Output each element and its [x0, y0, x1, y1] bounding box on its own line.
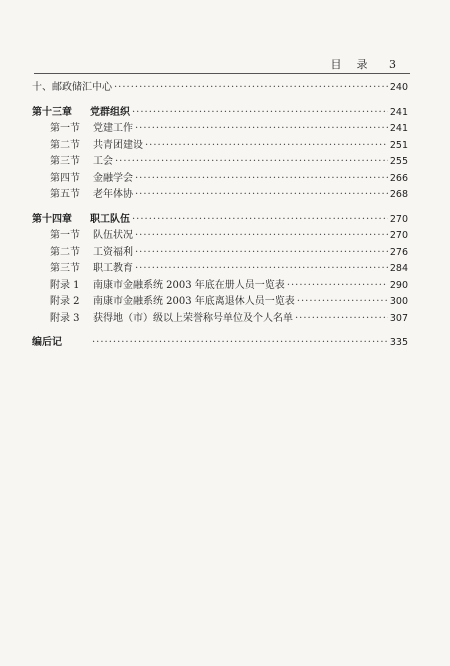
section-title: 共青团建设 [93, 139, 143, 151]
section-title: 队伍状况 [93, 230, 133, 241]
page-number: 255 [389, 156, 408, 167]
section-number: 第二节 [50, 139, 80, 151]
toc-entry-label [32, 212, 130, 229]
chapter-number: 第十四章 [32, 213, 72, 225]
toc-section-row[interactable] [32, 294, 408, 311]
dot-leader [114, 80, 388, 97]
toc-entry-label [32, 294, 295, 311]
toc-entry-label [32, 171, 133, 188]
chapter-number: 编后记 [32, 337, 62, 348]
section-title: 工会 [93, 156, 113, 167]
chapter-number: 第十三章 [32, 106, 72, 118]
chapter-title: 职工队伍 [90, 213, 130, 225]
table-of-contents [32, 80, 408, 352]
running-head-title: 目 录 [330, 58, 370, 71]
dot-leader [92, 335, 388, 352]
toc-entry-label [32, 335, 90, 352]
dot-leader [132, 105, 388, 122]
toc-entry-title: 十、邮政储汇中心 [32, 82, 112, 93]
toc-entry-label [32, 261, 133, 278]
section-number: 第一节 [50, 230, 80, 241]
toc-section-row[interactable] [32, 154, 408, 171]
toc-item-row[interactable] [32, 80, 408, 97]
toc-spacer [32, 327, 408, 335]
running-head [317, 56, 399, 72]
toc-chapter-row[interactable] [32, 212, 408, 229]
toc-section-row[interactable] [32, 245, 408, 262]
page-number: 251 [389, 139, 408, 151]
toc-section-row[interactable] [32, 187, 408, 204]
dot-leader [135, 228, 388, 245]
page-number: 284 [389, 263, 408, 274]
dot-leader [295, 311, 388, 328]
dot-leader [135, 261, 388, 278]
section-number: 附录 3 [50, 312, 80, 324]
toc-spacer [32, 97, 408, 105]
dot-leader [145, 138, 388, 155]
section-number: 第一节 [50, 123, 80, 134]
dot-leader [135, 121, 388, 138]
page-number: 240 [389, 82, 408, 93]
section-number: 第三节 [50, 156, 80, 167]
section-number: 第二节 [50, 246, 80, 258]
section-title: 党建工作 [93, 123, 133, 134]
toc-section-row[interactable] [32, 171, 408, 188]
section-title: 获得地（市）级以上荣誉称号单位及个人名单 [93, 312, 293, 324]
page-number: 241 [389, 106, 408, 118]
section-title: 老年体协 [93, 189, 133, 200]
page-number: 241 [389, 123, 408, 134]
toc-section-row[interactable] [32, 228, 408, 245]
toc-entry-label [32, 187, 133, 204]
running-head-page-number: 3 [389, 58, 398, 71]
toc-entry-label [32, 245, 133, 262]
toc-chapter-row[interactable] [32, 335, 408, 352]
toc-entry-label [32, 121, 133, 138]
page-number: 300 [389, 296, 408, 307]
dot-leader [297, 294, 388, 311]
page-number: 276 [389, 246, 408, 258]
page-number: 270 [389, 230, 408, 241]
page-number: 268 [389, 189, 408, 200]
dot-leader [132, 212, 388, 229]
chapter-title: 党群组织 [90, 106, 130, 118]
section-number: 附录 1 [50, 279, 80, 291]
dot-leader [115, 154, 388, 171]
toc-chapter-row[interactable] [32, 105, 408, 122]
toc-entry-label [32, 311, 293, 328]
section-title: 南康市金融系统 2003 年底在册人员一览表 [93, 279, 285, 291]
toc-entry-label [32, 138, 143, 155]
section-number: 第四节 [50, 172, 80, 184]
dot-leader [287, 278, 388, 295]
toc-entry-label [32, 228, 133, 245]
toc-section-row[interactable] [32, 138, 408, 155]
dot-leader [135, 171, 388, 188]
section-title: 南康市金融系统 2003 年底离退休人员一览表 [93, 296, 295, 307]
page-number: 270 [389, 213, 408, 225]
section-number: 附录 2 [50, 296, 80, 307]
toc-section-row[interactable] [32, 311, 408, 328]
dot-leader [135, 245, 388, 262]
header-rule [34, 73, 410, 74]
toc-section-row[interactable] [32, 121, 408, 138]
page-number: 335 [389, 337, 408, 348]
section-title: 金融学会 [93, 172, 133, 184]
page-number: 290 [389, 279, 408, 291]
dot-leader [135, 187, 388, 204]
page-number: 266 [389, 172, 408, 184]
toc-section-row[interactable] [32, 278, 408, 295]
toc-entry-label [32, 278, 285, 295]
section-number: 第五节 [50, 189, 80, 200]
toc-entry-label [32, 105, 130, 122]
toc-spacer [32, 204, 408, 212]
page-number: 307 [389, 312, 408, 324]
section-number: 第三节 [50, 263, 80, 274]
section-title: 职工教育 [93, 263, 133, 274]
toc-section-row[interactable] [32, 261, 408, 278]
toc-entry-label [32, 80, 112, 97]
toc-entry-label [32, 154, 113, 171]
section-title: 工资福利 [93, 246, 133, 258]
